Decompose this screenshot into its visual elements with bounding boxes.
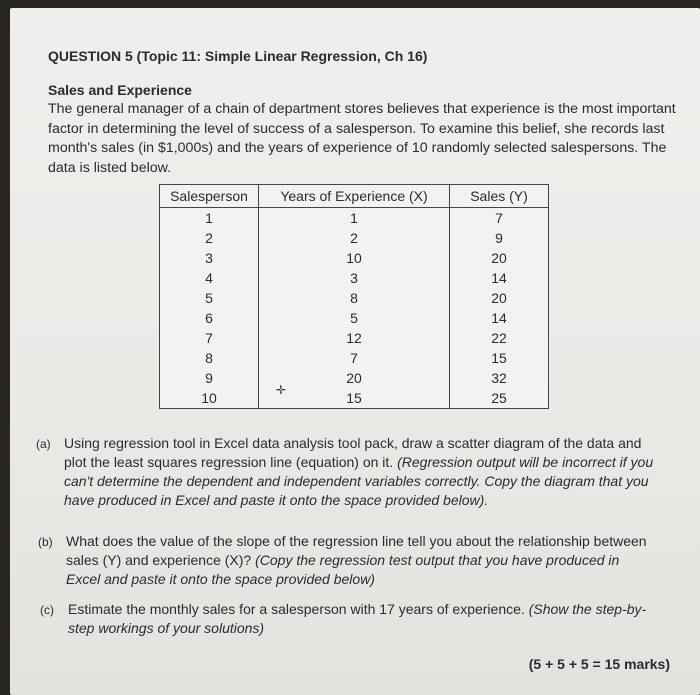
cell-sales: 25 bbox=[450, 388, 549, 409]
cell-salesperson: 8 bbox=[160, 348, 259, 368]
cell-sales: 14 bbox=[450, 308, 549, 328]
cell-experience: 8 bbox=[259, 288, 450, 308]
cell-salesperson: 10 bbox=[160, 388, 259, 409]
cell-salesperson: 2 bbox=[160, 228, 259, 248]
cell-experience: 12 bbox=[259, 328, 450, 348]
move-cursor-icon: ✛ bbox=[276, 383, 287, 397]
cell-sales: 22 bbox=[450, 328, 549, 348]
table-row bbox=[160, 268, 549, 288]
table-row bbox=[160, 368, 549, 388]
marks-total: (5 + 5 + 5 = 15 marks) bbox=[528, 656, 670, 672]
table-row bbox=[160, 208, 549, 229]
cell-sales: 20 bbox=[450, 248, 549, 268]
cell-sales: 32 bbox=[450, 368, 549, 388]
cell-experience: 3 bbox=[259, 268, 450, 288]
cell-experience: 7 bbox=[259, 348, 450, 368]
cell-experience: 2 bbox=[259, 228, 450, 248]
cell-sales: 9 bbox=[450, 228, 549, 248]
question-title: QUESTION 5 (Topic 11: Simple Linear Regression, Ch 16) bbox=[48, 48, 428, 64]
part-b-label: (b) bbox=[38, 535, 53, 549]
cell-experience: 10 bbox=[259, 248, 450, 268]
table-row bbox=[160, 348, 549, 368]
part-c-note: (Show the step-by-step workings of your solutions) bbox=[68, 601, 647, 636]
cell-sales: 15 bbox=[450, 348, 549, 368]
cell-salesperson: 6 bbox=[160, 308, 259, 328]
part-c-text: Estimate the monthly sales for a salesperson with 17 years of experience. bbox=[68, 601, 525, 617]
part-b-text: What does the value of the slope of the regression line tell you about the relationship between sales (Y) and experience (X)? bbox=[66, 533, 647, 568]
cell-experience: 20 bbox=[259, 368, 450, 388]
cell-salesperson: 9 bbox=[160, 368, 259, 388]
cell-salesperson: 1 bbox=[160, 208, 259, 229]
cell-sales: 20 bbox=[450, 288, 549, 308]
cell-sales: 7 bbox=[450, 208, 549, 229]
intro-paragraph: The general manager of a chain of department stores believes that experience is the most important factor in determining the level of success of a salesperson. To examine this belief, she records last month's sales (in $1,000s) and the years of experience of 10 randomly selected salespersons. The data is listed below. bbox=[48, 101, 676, 176]
header-salesperson: Salesperson bbox=[160, 185, 259, 208]
cell-salesperson: 4 bbox=[160, 268, 259, 288]
question-part-a bbox=[36, 434, 654, 510]
table-row bbox=[160, 248, 549, 268]
question-text-block bbox=[48, 48, 688, 178]
table-row bbox=[160, 228, 549, 248]
part-a-note: (Regression output will be incorrect if you can't determine the dependent and independent variables correctly. Copy the diagram that you have produced in Excel and paste it onto the space provided below). bbox=[64, 454, 654, 508]
header-sales: Sales (Y) bbox=[450, 185, 549, 208]
cell-salesperson: 5 bbox=[160, 288, 259, 308]
cell-salesperson: 7 bbox=[160, 328, 259, 348]
part-b-note: (Copy the regression test output that you have produced in Excel and paste it onto the space provided below) bbox=[66, 552, 620, 587]
table-row bbox=[160, 328, 549, 348]
data-table bbox=[159, 184, 549, 409]
section-heading: Sales and Experience bbox=[48, 82, 192, 98]
cell-salesperson: 3 bbox=[160, 248, 259, 268]
question-part-b bbox=[38, 532, 656, 589]
cell-experience: 15 bbox=[259, 388, 450, 409]
table-row bbox=[160, 388, 549, 409]
question-part-c bbox=[40, 600, 658, 638]
part-a-text: Using regression tool in Excel data analysis tool pack, draw a scatter diagram of the data and plot the least squares regression line (equation) on it. bbox=[64, 435, 642, 470]
table-row bbox=[160, 308, 549, 328]
part-a-label: (a) bbox=[36, 437, 51, 451]
header-years-experience: Years of Experience (X) bbox=[259, 185, 450, 208]
cell-sales: 14 bbox=[450, 268, 549, 288]
cell-experience: 1 bbox=[259, 208, 450, 229]
part-c-label: (c) bbox=[40, 603, 54, 617]
table-header-row bbox=[160, 185, 549, 208]
table-row bbox=[160, 288, 549, 308]
cell-experience: 5 bbox=[259, 308, 450, 328]
